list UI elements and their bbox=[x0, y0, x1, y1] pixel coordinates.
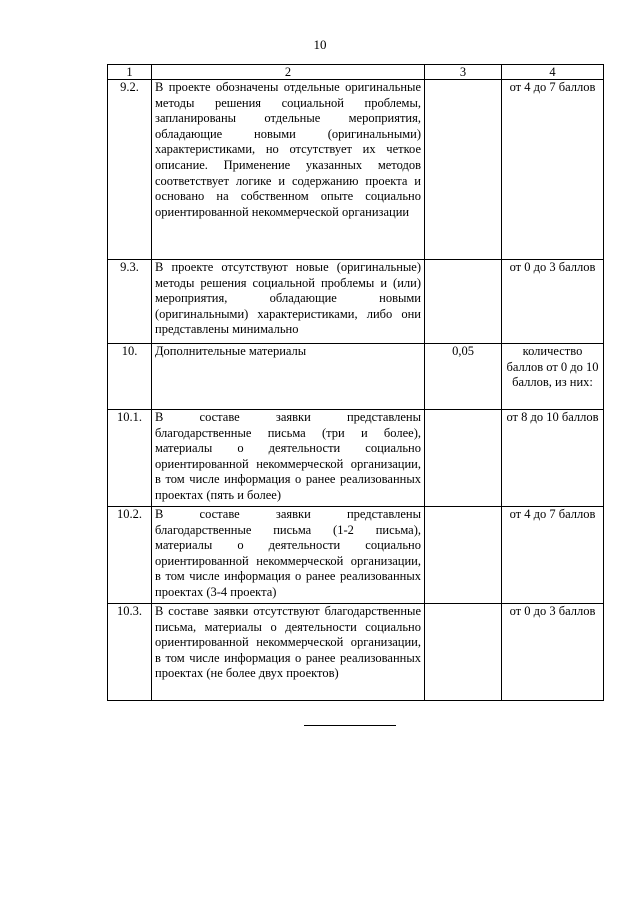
row-number: 10. bbox=[108, 344, 152, 410]
criterion-description: В составе заявки представлены благодарственные письма (три и более), материалы о деятельности социально ориентированной некоммерческой организации, в том числе информация о ранее реализованных проектах (пять и более) bbox=[152, 410, 425, 507]
table-row bbox=[108, 80, 604, 260]
header-cell: 3 bbox=[425, 65, 502, 80]
criterion-description: В составе заявки отсутствуют благодарственные письма, материалы о деятельности социально ориентированной некоммерческой организации, в том числе информация о ранее реализованных проектах (не более двух проектов) bbox=[152, 604, 425, 701]
score-range: от 0 до 3 баллов bbox=[502, 604, 604, 701]
row-number: 9.3. bbox=[108, 260, 152, 344]
table-row bbox=[108, 604, 604, 701]
score-range: от 8 до 10 баллов bbox=[502, 410, 604, 507]
row-number: 10.2. bbox=[108, 507, 152, 604]
criterion-description: Дополнительные материалы bbox=[152, 344, 425, 410]
table-row bbox=[108, 260, 604, 344]
criteria-table bbox=[107, 64, 604, 701]
criterion-description: В составе заявки представлены благодарственные письма (1-2 письма), материалы о деятельности социально ориентированной некоммерческой организации, в том числе информация о ранее реализованных проектах (3-4 проекта) bbox=[152, 507, 425, 604]
criterion-description: В проекте обозначены отдельные оригинальные методы решения социальной проблемы, запланированы отдельные мероприятия, обладающие новыми (оригинальными) характеристиками, но отсутствует их четкое описание. Применение указанных методов соответствует логике и содержанию проекта и основано на собственном опыте социально ориентированной некоммерческой организации bbox=[152, 80, 425, 260]
table-header-row bbox=[108, 65, 604, 80]
weight-coefficient bbox=[425, 80, 502, 260]
score-range: количество баллов от 0 до 10 баллов, из них: bbox=[502, 344, 604, 410]
weight-coefficient bbox=[425, 410, 502, 507]
weight-coefficient bbox=[425, 507, 502, 604]
closing-rule-line bbox=[304, 725, 396, 726]
page-number: 10 bbox=[313, 37, 327, 52]
header-cell: 4 bbox=[502, 65, 604, 80]
weight-coefficient bbox=[425, 604, 502, 701]
weight-coefficient bbox=[425, 260, 502, 344]
header-cell: 1 bbox=[108, 65, 152, 80]
row-number: 10.3. bbox=[108, 604, 152, 701]
score-range: от 4 до 7 баллов bbox=[502, 507, 604, 604]
row-number: 10.1. bbox=[108, 410, 152, 507]
table-row bbox=[108, 410, 604, 507]
table-row bbox=[108, 507, 604, 604]
criterion-description: В проекте отсутствуют новые (оригинальные) методы решения социальной проблемы и (или) мероприятия, обладающие новыми (оригинальными) характеристиками, либо они представлены минимально bbox=[152, 260, 425, 344]
score-range: от 0 до 3 баллов bbox=[502, 260, 604, 344]
row-number: 9.2. bbox=[108, 80, 152, 260]
header-cell: 2 bbox=[152, 65, 425, 80]
table-row bbox=[108, 344, 604, 410]
weight-coefficient: 0,05 bbox=[425, 344, 502, 410]
score-range: от 4 до 7 баллов bbox=[502, 80, 604, 260]
